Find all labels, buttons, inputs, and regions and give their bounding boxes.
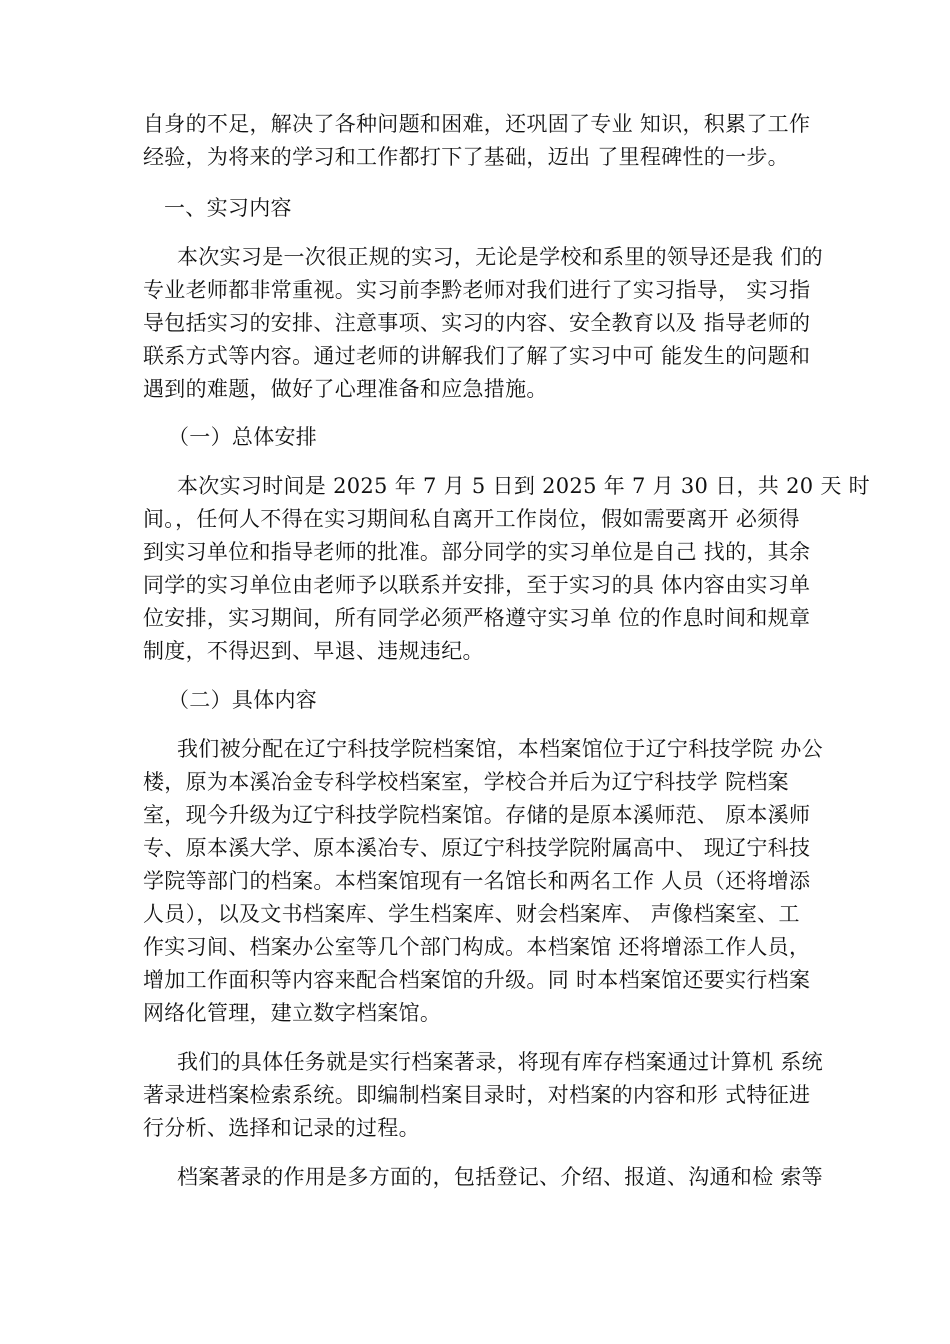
text-line: 本次实习时间是 2025 年 7 月 5 日到 2025 年 7 月 30 日，共 20 天 时 xyxy=(177,474,870,498)
text-line: 学院等部门的档案。本档案馆现有一名馆长和两名工作 人员（还将增添 xyxy=(143,869,811,893)
text-line: 作实习间、档案办公室等几个部门构成。本档案馆 还将增添工作人员， xyxy=(143,935,811,959)
text-line: 楼，原为本溪冶金专科学校档案室，学校合并后为辽宁科技学 院档案 xyxy=(143,770,789,794)
text-line: 导包括实习的安排、注意事项、实习的内容、安全教育以及 指导老师的 xyxy=(143,311,811,335)
text-line: 档案著录的作用是多方面的，包括登记、介绍、报道、沟通和检 索等 xyxy=(177,1165,823,1189)
text-line: 联系方式等内容。通过老师的讲解我们了解了实习中可 能发生的问题和 xyxy=(143,344,811,368)
text-line: 间。，任何人不得在实习期间私自离开工作岗位，假如需要离开 必须得 xyxy=(143,507,800,531)
text-line: 行分析、选择和记录的过程。 xyxy=(143,1116,420,1140)
text-line: 位安排，实习期间，所有同学必须严格遵守实习单 位的作息时间和规章 xyxy=(143,606,811,630)
text-line: 我们的具体任务就是实行档案著录，将现有库存档案通过计算机 系统 xyxy=(177,1050,823,1074)
text-line: 网络化管理，建立数字档案馆。 xyxy=(143,1001,442,1025)
text-line: 遇到的难题，做好了心理准备和应急措施。 xyxy=(143,377,548,401)
text-line: 制度，不得迟到、早退、违规违纪。 xyxy=(143,639,484,663)
text-line: 著录进档案检索系统。即编制档案目录时，对档案的内容和形 式特征进 xyxy=(143,1083,811,1107)
text-line: 室，现今升级为辽宁科技学院档案馆。存储的是原本溪师范、 原本溪师 xyxy=(143,803,811,827)
text-line: 经验，为将来的学习和工作都打下了基础，迈出 了里程碑性的一步。 xyxy=(143,145,789,169)
text-line: 专业老师都非常重视。实习前李黔老师对我们进行了实习指导， 实习指 xyxy=(143,278,811,302)
text-line: 本次实习是一次很正规的实习，无论是学校和系里的领导还是我 们的 xyxy=(177,245,823,269)
text-line: 我们被分配在辽宁科技学院档案馆，本档案馆位于辽宁科技学院 办公 xyxy=(177,737,823,761)
text-line: 到实习单位和指导老师的批准。部分同学的实习单位是自己 找的，其余 xyxy=(143,540,811,564)
text-line: 自身的不足，解决了各种问题和困难，还巩固了专业 知识，积累了工作 xyxy=(143,112,811,136)
text-line: 专、原本溪大学、原本溪冶专、原辽宁科技学院附属高中、 现辽宁科技 xyxy=(143,836,811,860)
subsection-heading: （二）具体内容 xyxy=(168,688,318,712)
text-line: 人员），以及文书档案库、学生档案库、财会档案库、 声像档案室、工 xyxy=(143,902,800,926)
text-line: 增加工作面积等内容来配合档案馆的升级。同 时本档案馆还要实行档案 xyxy=(143,968,811,992)
text-line: 同学的实习单位由老师予以联系并安排，至于实习的具 体内容由实习单 xyxy=(143,573,811,597)
subsection-heading: （一）总体安排 xyxy=(168,425,318,449)
section-heading: 一、实习内容 xyxy=(164,196,292,220)
